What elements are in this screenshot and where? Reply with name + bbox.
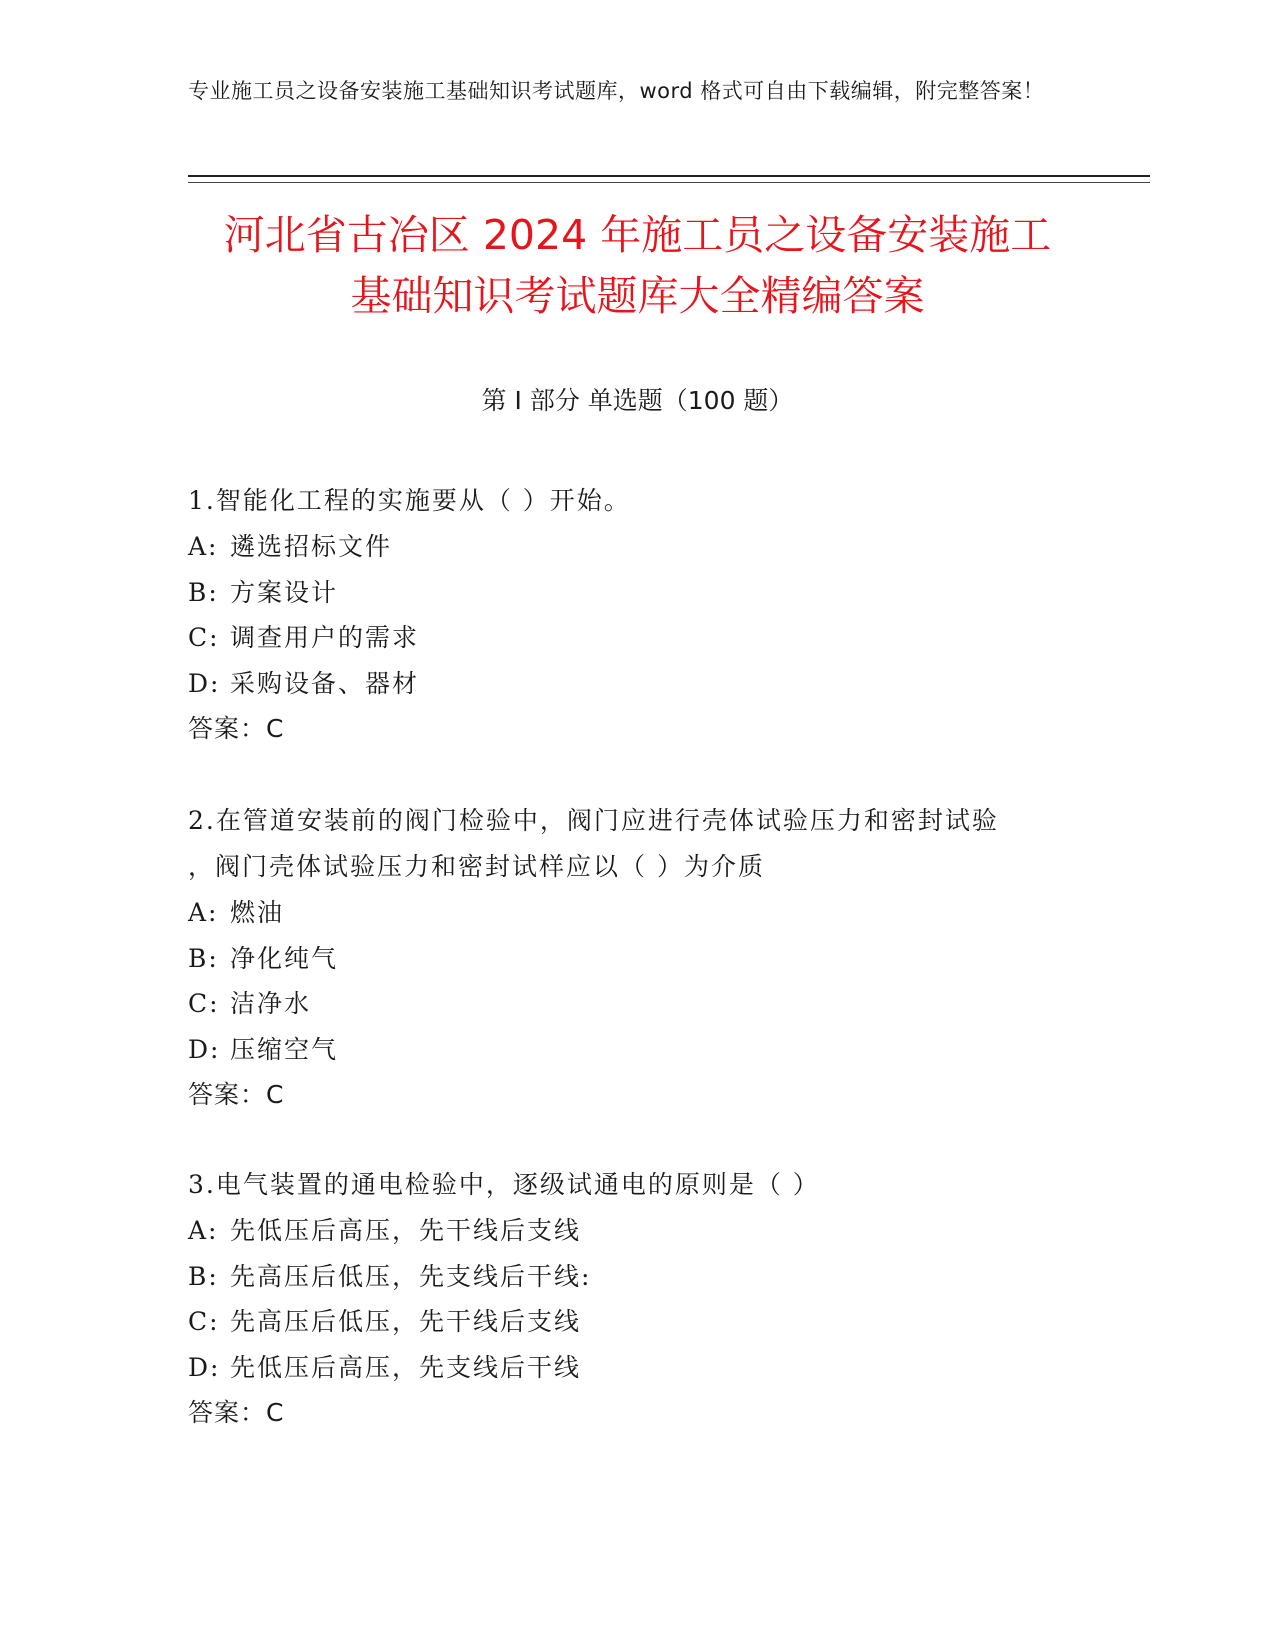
option-d (188, 1345, 1088, 1391)
option-b (188, 1254, 1088, 1300)
option-text: 调查用户的需求 (230, 623, 420, 652)
option-text: 方案设计 (230, 577, 339, 607)
option-key: C: (188, 989, 220, 1018)
answer: 答案：C (188, 714, 285, 743)
question-1 (188, 478, 1088, 752)
option-key: D: (188, 1352, 221, 1382)
option-a (188, 524, 1088, 570)
option-b (188, 936, 1088, 982)
option-text: 压缩空气 (230, 1034, 339, 1064)
question-stem: 2.在管道安装前的阀门检验中，阀门应进行壳体试验压力和密封试验 (188, 806, 999, 835)
option-key: B: (188, 1261, 219, 1291)
section-heading: 第 I 部分 单选题（100 题） (481, 386, 794, 415)
question-list (188, 478, 1088, 1482)
option-key: D: (188, 668, 221, 698)
option-text: 先低压后高压，先干线后支线 (230, 1216, 582, 1245)
option-key: B: (188, 943, 219, 973)
option-key: A: (188, 898, 219, 927)
question-stem-continued: ，阀门壳体试验压力和密封试样应以（ ）为介质 (188, 852, 765, 881)
option-a (188, 1208, 1088, 1254)
header-note: 专业施工员之设备安装施工基础知识考试题库，word 格式可自由下载编辑，附完整答案！ (188, 79, 1045, 103)
document-title (170, 205, 1105, 327)
question-3 (188, 1162, 1088, 1436)
option-key: C: (188, 1307, 220, 1336)
option-text: 先高压后低压，先干线后支线 (230, 1307, 582, 1336)
option-key: C: (188, 623, 220, 652)
option-d (188, 1027, 1088, 1073)
option-text: 采购设备、器材 (230, 668, 420, 698)
answer: 答案：C (188, 1080, 285, 1109)
question-stem: 1.智能化工程的实施要从（ ）开始。 (188, 486, 631, 515)
question-2 (188, 798, 1088, 1118)
document-title-line-1: 河北省古冶区 2024 年施工员之设备安装施工 (223, 211, 1052, 259)
question-stem: 3.电气装置的通电检验中，逐级试通电的原则是（ ） (188, 1170, 820, 1199)
option-c (188, 1299, 1088, 1345)
header-divider-thin (188, 182, 1150, 183)
option-d (188, 661, 1088, 707)
option-a (188, 890, 1088, 936)
option-b (188, 570, 1088, 616)
option-key: D: (188, 1034, 221, 1064)
option-c (188, 615, 1088, 661)
option-text: 燃油 (230, 898, 285, 927)
option-key: A: (188, 532, 219, 561)
option-text: 遴选招标文件 (230, 532, 393, 561)
option-text: 洁净水 (230, 989, 312, 1018)
option-text: 先低压后高压，先支线后干线 (230, 1352, 582, 1382)
header-divider-thick (188, 175, 1150, 177)
option-key: A: (188, 1216, 219, 1245)
document-title-line-2: 基础知识考试题库大全精编答案 (350, 272, 925, 320)
option-key: B: (188, 577, 219, 607)
option-text: 净化纯气 (230, 943, 339, 973)
answer: 答案：C (188, 1398, 285, 1427)
option-text: 先高压后低压，先支线后干线: (230, 1261, 592, 1291)
option-c (188, 981, 1088, 1027)
